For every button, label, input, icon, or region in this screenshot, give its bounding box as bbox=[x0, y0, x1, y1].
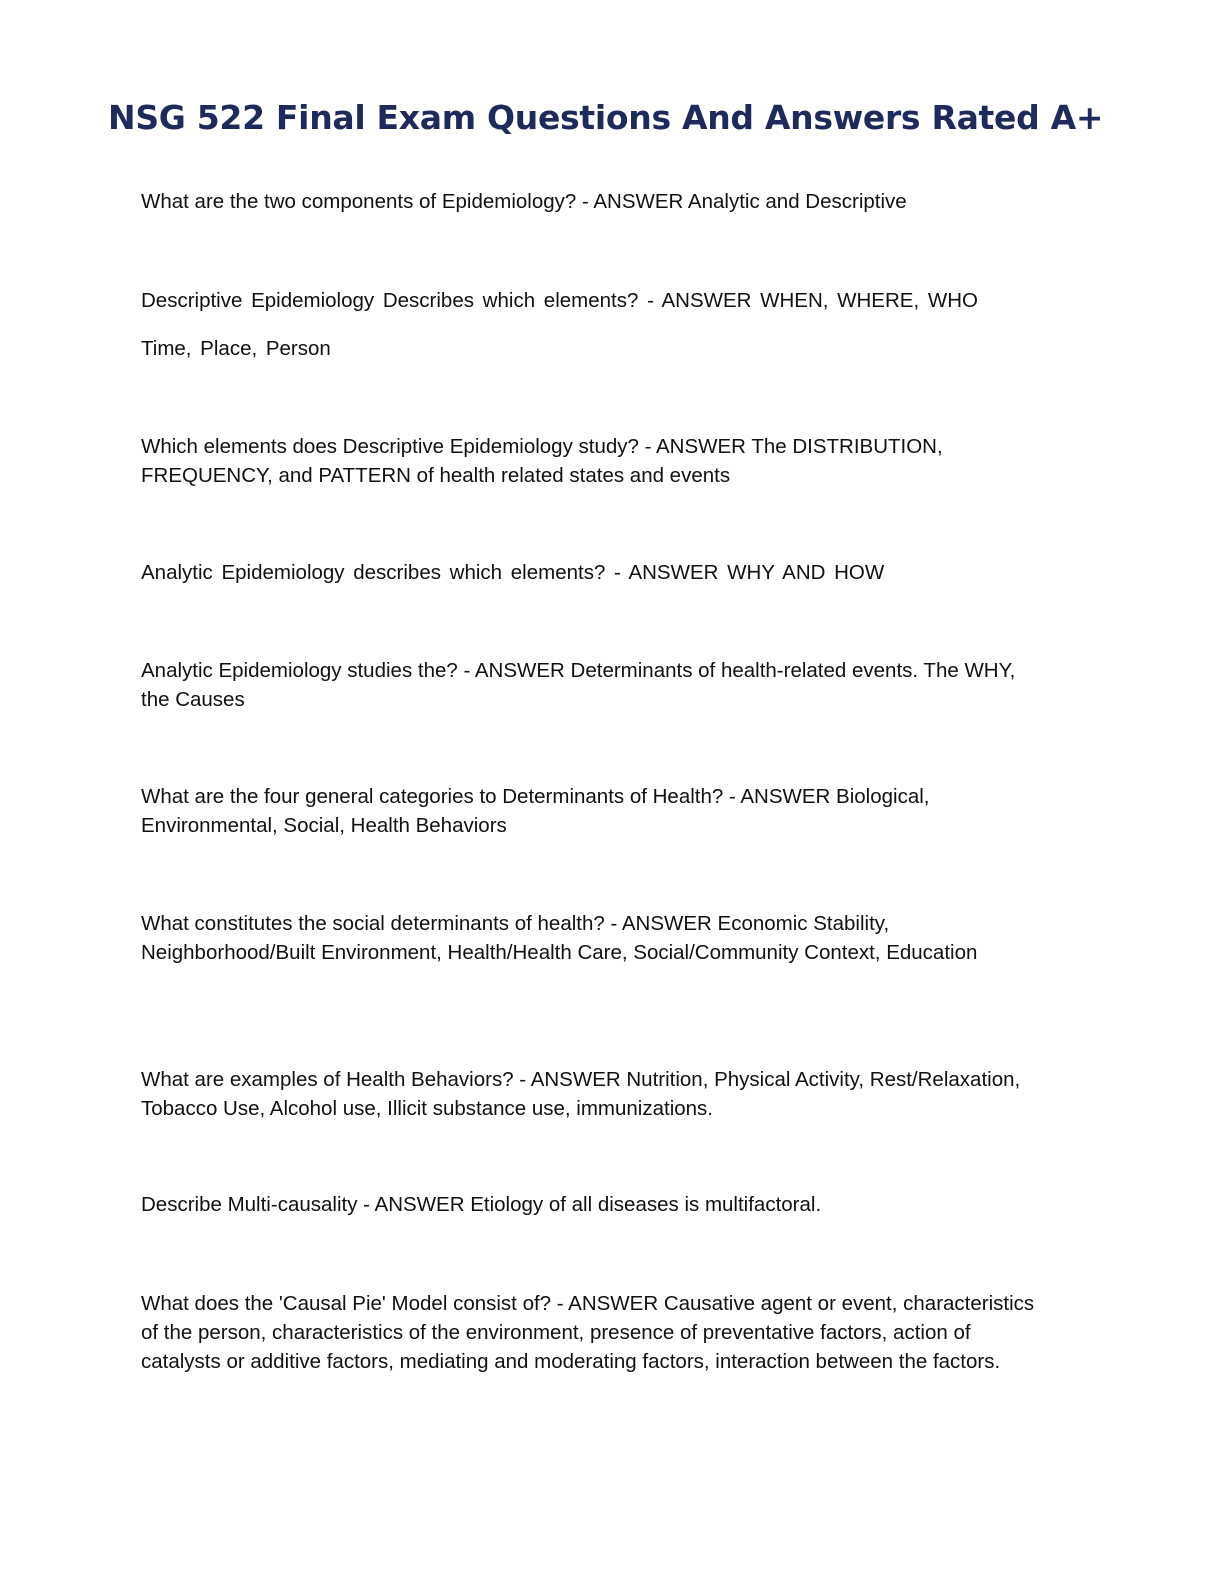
qa-item-8: What are examples of Health Behaviors? - ANSWER Nutrition, Physical Activity, Rest/Relaxation, Tobacco Use, Alcohol use, Illicit substance use, immunizations. bbox=[141, 1068, 1021, 1120]
qa-item-2 bbox=[141, 286, 1046, 363]
qa-item-6: What are the four general categories to Determinants of Health? - ANSWER Biological, Environmental, Social, Health Behaviors bbox=[141, 785, 930, 837]
qa-item-2-continuation: Time, Place, Person bbox=[141, 337, 331, 360]
document-title: NSG 522 Final Exam Questions And Answers Rated A+ bbox=[108, 98, 1104, 137]
qa-item-2-question: Descriptive Epidemiology Describes which elements? - ANSWER WHEN, WHERE, WHO bbox=[141, 289, 978, 312]
qa-item-7: What constitutes the social determinants of health? - ANSWER Economic Stability, Neighborhood/Built Environment, Health/Health Care, Social/Community Context, Education bbox=[141, 912, 978, 964]
qa-item-4: Analytic Epidemiology describes which elements? - ANSWER WHY AND HOW bbox=[141, 561, 885, 584]
qa-item-3: Which elements does Descriptive Epidemiology study? - ANSWER The DISTRIBUTION, FREQUENCY, and PATTERN of health related states and events bbox=[141, 435, 943, 487]
qa-item-1: What are the two components of Epidemiology? - ANSWER Analytic and Descriptive bbox=[141, 190, 907, 213]
qa-item-5: Analytic Epidemiology studies the? - ANSWER Determinants of health-related events. The WHY, the Causes bbox=[141, 659, 1016, 711]
qa-item-9: Describe Multi-causality - ANSWER Etiology of all diseases is multifactoral. bbox=[141, 1193, 822, 1216]
qa-item-10: What does the 'Causal Pie' Model consist of? - ANSWER Causative agent or event, characteristics of the person, characteristics of the environment, presence of preventative factors, action of catalysts or additive factors, mediating and moderating factors, interaction between the factors. bbox=[141, 1292, 1035, 1373]
